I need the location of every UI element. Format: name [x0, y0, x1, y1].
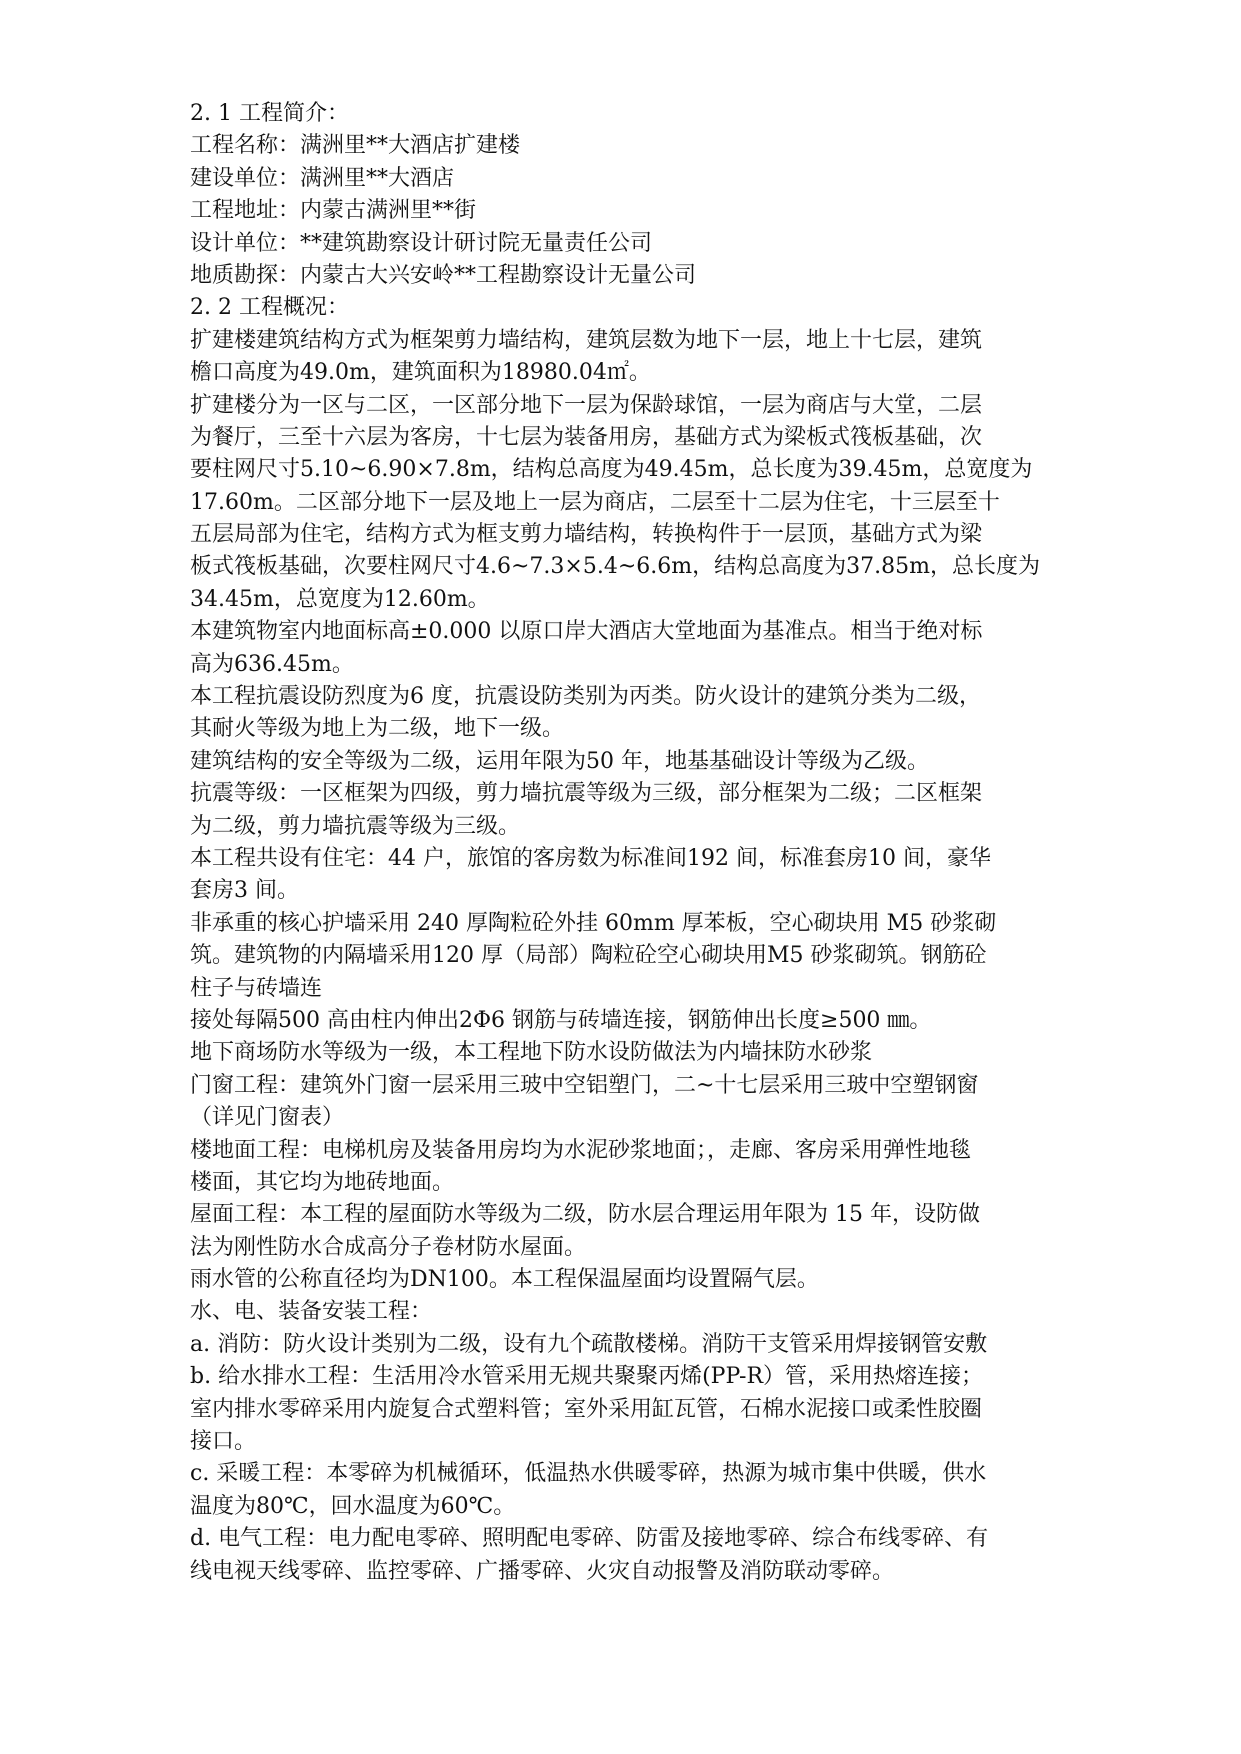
text-line: 雨水管的公称直径均为DN100。本工程保温屋面均设置隔气层。 — [190, 1267, 819, 1293]
text-line: 接口。 — [190, 1429, 257, 1455]
text-line: 门窗工程：建筑外门窗一层采用三玻中空铝塑门，二~十七层采用三玻中空塑钢窗 — [190, 1072, 979, 1098]
text-line: 为餐厅，三至十六层为客房，十七层为装备用房，基础方式为梁板式筏板基础，次 — [190, 424, 983, 450]
text-line: 其耐火等级为地上为二级，地下一级。 — [190, 716, 565, 742]
text-line: 地下商场防水等级为一级，本工程地下防水设防做法为内墙抹防水砂浆 — [190, 1040, 873, 1066]
text-line: 抗震等级：一区框架为四级，剪力墙抗震等级为三级，部分框架为二级；二区框架 — [190, 781, 983, 807]
section-heading-2-1: 2. 1 工程简介： — [190, 101, 349, 126]
text-line: 为二级，剪力墙抗震等级为三级。 — [190, 813, 521, 839]
text-line: 檐口高度为49.0m，建筑面积为18980.04㎡。 — [190, 360, 651, 386]
text-line: 建设单位：满洲里**大酒店 — [190, 165, 455, 191]
text-line: 设计单位：**建筑勘察设计研讨院无量责任公司 — [190, 230, 653, 256]
text-line: 线电视天线零碎、监控零碎、广播零碎、火灾自动报警及消防联动零碎。 — [190, 1558, 895, 1584]
text-line: 34.45m，总宽度为12.60m。 — [190, 586, 490, 612]
text-line: 工程地址：内蒙古满洲里**街 — [190, 198, 477, 224]
text-line: 室内排水零碎采用内旋复合式塑料管；室外采用缸瓦管，石棉水泥接口或柔性胶圈 — [190, 1396, 983, 1422]
text-line: 法为刚性防水合成高分子卷材防水屋面。 — [190, 1234, 587, 1260]
text-line: 柱子与砖墙连 — [190, 975, 323, 1001]
text-line: 地质勘探：内蒙古大兴安岭**工程勘察设计无量公司 — [190, 262, 697, 288]
text-line: b. 给水排水工程：生活用冷水管采用无规共聚聚丙烯(PP-R）管，采用热熔连接； — [190, 1364, 984, 1390]
text-line: 扩建楼分为一区与二区，一区部分地下一层为保龄球馆，一层为商店与大堂，二层 — [190, 392, 983, 418]
text-line: 工程名称：满洲里**大酒店扩建楼 — [190, 133, 521, 159]
text-line: 17.60m。二区部分地下一层及地上一层为商店，二层至十二层为住宅，十三层至十 — [190, 489, 1000, 515]
text-line: 温度为80℃，回水温度为60℃。 — [190, 1493, 516, 1519]
text-line: 非承重的核心护墙采用 240 厚陶粒砼外挂 60mm 厚苯板，空心砌块用 M5 砂浆砌 — [190, 910, 997, 936]
text-line: （详见门窗表） — [190, 1105, 345, 1131]
text-line: 本工程共设有住宅：44 户，旅馆的客房数为标准间192 间，标准套房10 间，豪华 — [190, 845, 991, 871]
text-line: d. 电气工程：电力配电零碎、照明配电零碎、防雷及接地零碎、综合布线零碎、有 — [190, 1526, 989, 1552]
text-line: 建筑结构的安全等级为二级，运用年限为50 年，地基基础设计等级为乙级。 — [190, 748, 929, 774]
text-line: 扩建楼建筑结构方式为框架剪力墙结构，建筑层数为地下一层，地上十七层，建筑 — [190, 327, 983, 353]
text-line: 五层局部为住宅，结构方式为框支剪力墙结构，转换构件于一层顶，基础方式为梁 — [190, 522, 983, 548]
text-line: 筑。建筑物的内隔墙采用120 厚（局部）陶粒砼空心砌块用M5 砂浆砌筑。钢筋砼 — [190, 943, 987, 969]
text-line: 楼面，其它均为地砖地面。 — [190, 1169, 455, 1195]
document-body — [190, 98, 1090, 1588]
text-line: 接处每隔500 高由柱内伸出2Φ6 钢筋与砖墙连接，钢筋伸出长度≥500 ㎜。 — [190, 1007, 932, 1033]
text-line: 屋面工程：本工程的屋面防水等级为二级，防水层合理运用年限为 15 年，设防做 — [190, 1202, 980, 1228]
text-line: 楼地面工程：电梯机房及装备用房均为水泥砂浆地面；，走廊、客房采用弹性地毯 — [190, 1137, 972, 1163]
text-line: 高为636.45m。 — [190, 651, 354, 677]
text-line: a. 消防：防火设计类别为二级，设有九个疏散楼梯。消防干支管采用焊接钢管安敷 — [190, 1331, 988, 1357]
text-line: 要柱网尺寸5.10~6.90×7.8m，结构总高度为49.45m，总长度为39.45m，总宽度为 — [190, 457, 1033, 483]
text-line: 本工程抗震设防烈度为6 度，抗震设防类别为丙类。防火设计的建筑分类为二级， — [190, 684, 981, 710]
text-line: 套房3 间。 — [190, 878, 299, 904]
text-line: 本建筑物室内地面标高±0.000 以原口岸大酒店大堂地面为基准点。相当于绝对标 — [190, 619, 983, 645]
section-heading-2-2: 2. 2 工程概况： — [190, 295, 349, 321]
text-line: 水、电、装备安装工程： — [190, 1299, 433, 1325]
text-line: c. 采暖工程：本零碎为机械循环，低温热水供暖零碎，热源为城市集中供暖，供水 — [190, 1461, 987, 1487]
text-line: 板式筏板基础，次要柱网尺寸4.6~7.3×5.4~6.6m，结构总高度为37.85m，总长度为 — [190, 554, 1040, 580]
